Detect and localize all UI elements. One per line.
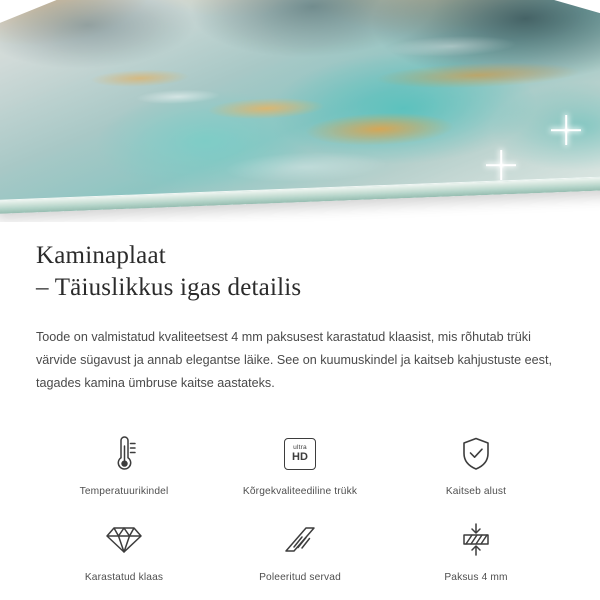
page-title-line-2: – Täiuslikkus igas detailis: [36, 274, 302, 301]
content-block: [0, 240, 600, 583]
feature-label: Kõrgekvaliteediline trükk: [242, 486, 358, 497]
feature-grid: [36, 425, 564, 583]
page-title-line-1: Kaminaplaat: [36, 242, 166, 269]
hero-image-inner: [0, 0, 600, 222]
thermometer-icon: [101, 431, 147, 477]
shield-check-icon: [453, 431, 499, 477]
feature-label: Karastatud klaas: [84, 572, 164, 583]
page-title: [36, 240, 564, 304]
thickness-arrows-icon: [453, 517, 499, 563]
feature-item-protects-surface: [388, 425, 564, 497]
ultra-hd-icon: [277, 431, 323, 477]
feature-item-temperature: [36, 425, 212, 497]
feature-item-tempered-glass: [36, 511, 212, 583]
description-paragraph: Toode on valmistatud kvaliteetsest 4 mm paksusest karastatud klaasist, mis rõhutab trüki värvide sügavust ja annab elegantse läike. See on kuumuskindel ja kaitseb kahjustuste eest, tagades kamina ümbruse kaitse aastateks.: [36, 330, 552, 390]
ultra-hd-badge-bottom: HD: [292, 451, 308, 464]
feature-label: Temperatuurikindel: [79, 486, 169, 497]
hero-image: [0, 0, 600, 222]
feature-item-print-quality: [212, 425, 388, 497]
feature-label: Kaitseb alust: [445, 486, 507, 497]
feature-label: Poleeritud servad: [259, 572, 341, 583]
ultra-hd-badge: [284, 438, 316, 470]
ultra-hd-badge-top: ultra: [293, 443, 307, 451]
diamond-icon: [101, 517, 147, 563]
feature-item-thickness: [388, 511, 564, 583]
polished-edge-icon: [277, 517, 323, 563]
glass-panel: [0, 0, 600, 214]
feature-label: Paksus 4 mm: [444, 572, 508, 583]
feature-item-polished-edges: [212, 511, 388, 583]
